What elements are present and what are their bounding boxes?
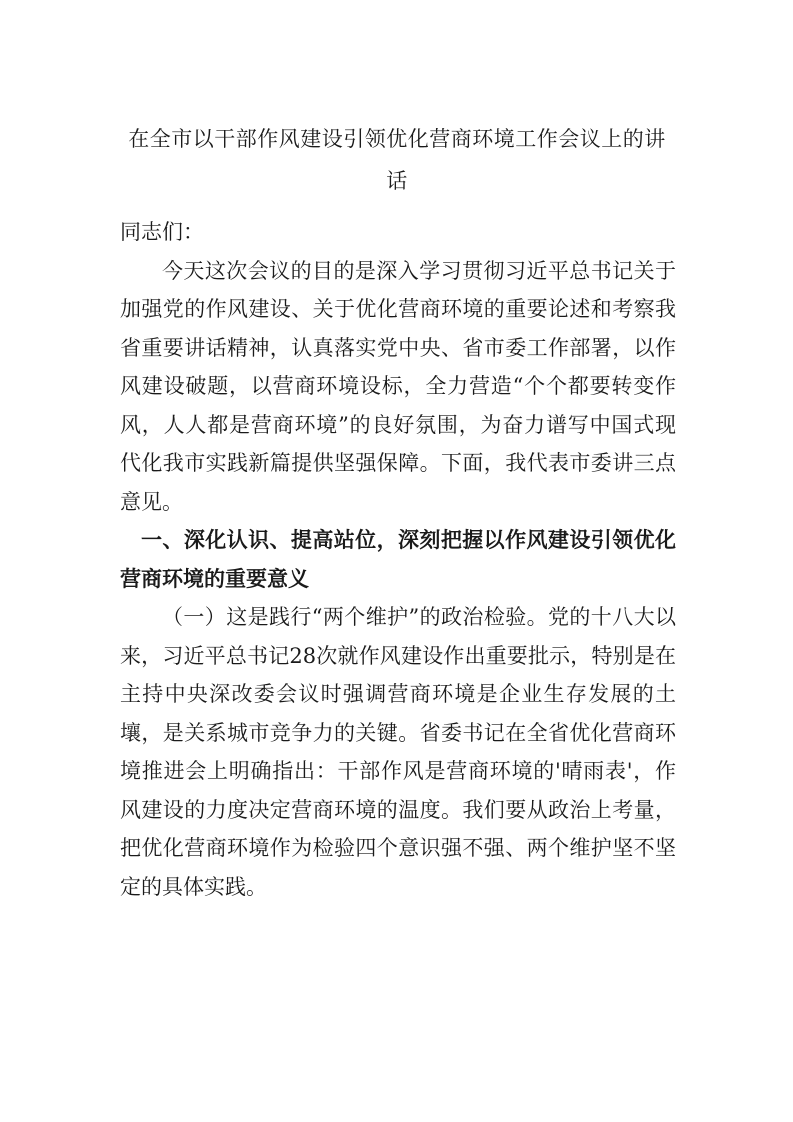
document-title: 在全市以干部作风建设引领优化营商环境工作会议上的讲话 xyxy=(128,127,666,193)
section-paragraph: （一）这是践行“两个维护”的政治检验。党的十八大以来，习近平总书记28次就作风建设作出重要批示，特别是在主持中央深改委会议时强调营商环境是企业生存发展的土壤，是关系城市竞争力的关键。省委书记在全省优化营商环境推进会上明确指出：干部作风是营商环境的'晴雨表'，作风建设的力度决定营商环境的温度。我们要从政治上考量，把优化营商环境作为检验四个意识强不强、两个维护坚不坚定的具体实践。 xyxy=(120,605,676,899)
salutation: 同志们： xyxy=(120,220,204,244)
document-body xyxy=(120,213,676,906)
section-heading: 一、深化认识、提高站位，深刻把握以作风建设引领优化营商环境的重要意义 xyxy=(120,527,676,591)
intro-paragraph: 今天这次会议的目的是深入学习贯彻习近平总书记关于加强党的作风建设、关于优化营商环境的重要论述和考察我省重要讲话精神，认真落实党中央、省市委工作部署，以作风建设破题，以营商环境设标，全力营造“个个都要转变作风，人人都是营商环境”的良好氛围，为奋力谱写中国式现代化我市实践新篇提供坚强保障。下面，我代表市委讲三点意见。 xyxy=(120,258,676,514)
